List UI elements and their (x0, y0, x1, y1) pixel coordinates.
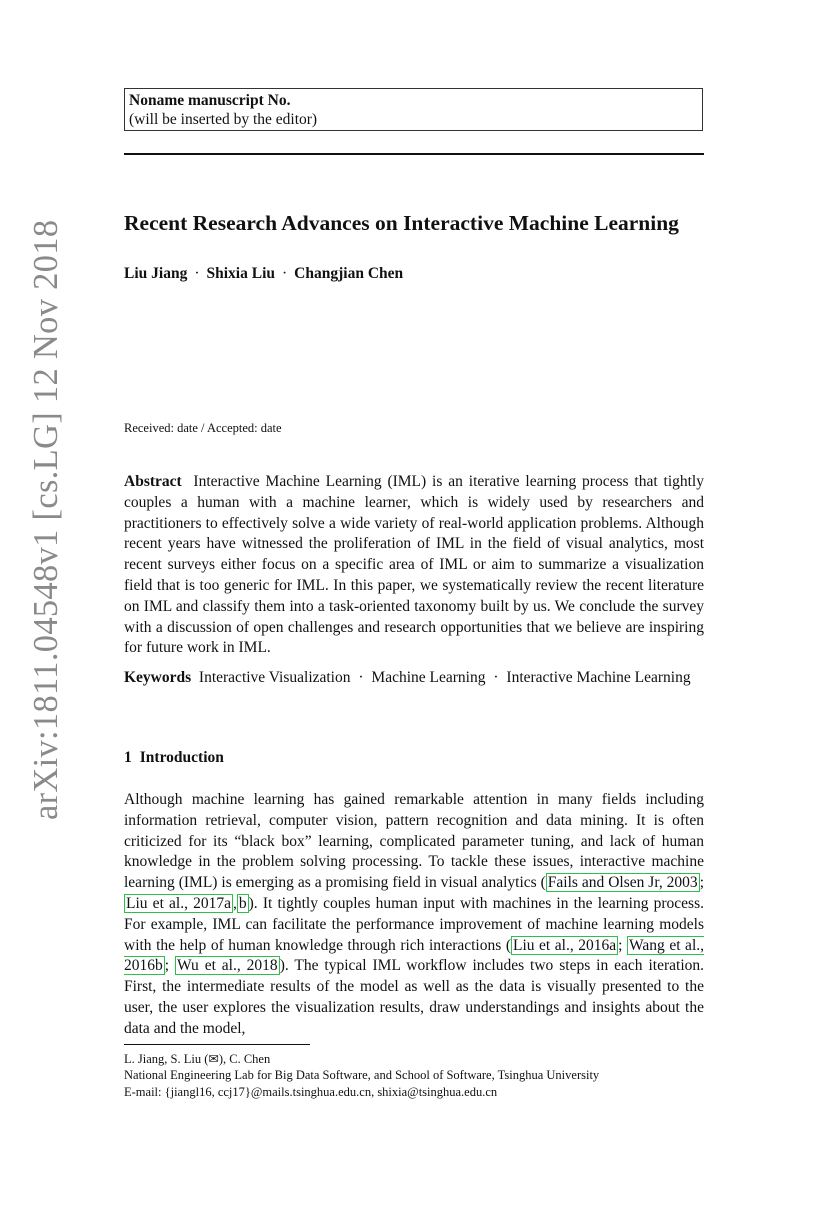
author-separator: · (194, 265, 200, 282)
author-name: Liu Jiang (124, 265, 188, 282)
footnote-rule (124, 1044, 310, 1045)
footnote-email: E-mail: {jiangl16, ccj17}@mails.tsinghua.edu.cn, shixia@tsinghua.edu.cn (124, 1084, 498, 1099)
citation-separator: ; (618, 936, 628, 954)
citation-link[interactable]: Wang et al., 2016b (124, 936, 704, 975)
author-footnote (124, 1051, 724, 1100)
author-separator: · (282, 265, 288, 282)
arxiv-identifier-stamp: arXiv:1811.04548v1 [cs.LG] 12 Nov 2018 (27, 219, 65, 820)
manuscript-number-note: (will be inserted by the editor) (129, 111, 318, 128)
citation-link[interactable]: b (238, 894, 247, 912)
footnote-affiliation: National Engineering Lab for Big Data Software, and School of Software, Tsinghua University (124, 1068, 600, 1083)
keyword-item: Interactive Machine Learning (506, 669, 691, 686)
author-name: Shixia Liu (206, 265, 275, 282)
author-name: Changjian Chen (294, 265, 404, 282)
section-number: 1 (124, 749, 132, 766)
keyword-separator: · (358, 669, 364, 686)
manuscript-number-box (124, 88, 703, 131)
abstract (124, 472, 704, 659)
received-accepted-date: Received: date / Accepted: date (124, 421, 282, 435)
header-rule (124, 153, 704, 155)
intro-text: Although machine learning has gained remarkable attention in many fields including information retrieval, computer vision, pattern recognition and data mining. It is often criticized for its “black box” learning, complicated parameter tuning, and lack of human knowledge in the problem solving processing. To tackle these issues, interactive machine learning (IML) is emerging as a promising field in visual analytics ( (124, 791, 704, 892)
introduction-paragraph (124, 790, 704, 1040)
intro-text: ). The typical IML workflow includes two steps in each iteration. First, the intermediate results of the model as well as the data is visually presented to the user, the user explores the visualization results, draw understandings and insights about the data and the model, (124, 957, 705, 1037)
citation-separator: ; (699, 874, 704, 892)
section-heading (124, 748, 224, 768)
citation-link[interactable]: Fails and Olsen Jr, 2003 (547, 874, 698, 892)
paper-title: Recent Research Advances on Interactive Machine Learning (124, 211, 679, 235)
citation-separator: , (233, 894, 237, 912)
keyword-item: Machine Learning (371, 669, 486, 686)
footnote-authors: L. Jiang, S. Liu (✉), C. Chen (124, 1052, 271, 1066)
abstract-text: Interactive Machine Learning (IML) is an iterative learning process that tightly couples a human with a machine learner, which is widely used by researchers and practitioners to effectively solve a wide variety of real-world application problems. Although recent years have witnessed the proliferation of IML in the field of visual analytics, most recent surveys either focus on a specific area of IML or aim to summarize a visualization field that is too generic for IML. In this paper, we systematically review the recent literature on IML and classify them into a task-oriented taxonomy built by us. We conclude the survey with a discussion of open challenges and research opportunities that we believe are inspiring for future work in IML. (124, 473, 704, 657)
citation-separator: ; (164, 957, 175, 975)
manuscript-number-label: Noname manuscript No. (129, 92, 291, 109)
intro-text: ). It tightly couples human input with machines in the learning process. For example, IML can facilitate the performance improvement of machine learning models with the help of human knowledge through rich interactions ( (124, 894, 704, 954)
citation-link[interactable]: Liu et al., 2016a (512, 936, 617, 954)
citation-link[interactable]: Liu et al., 2017a (126, 894, 232, 912)
keywords (124, 668, 704, 689)
citation-link[interactable]: Wu et al., 2018 (177, 957, 278, 975)
keywords-heading: Keywords (124, 669, 192, 686)
keyword-separator: · (493, 669, 499, 686)
keyword-item: Interactive Visualization (198, 669, 351, 686)
section-title: Introduction (139, 749, 224, 766)
abstract-heading: Abstract (124, 473, 182, 490)
author-list (124, 264, 403, 284)
